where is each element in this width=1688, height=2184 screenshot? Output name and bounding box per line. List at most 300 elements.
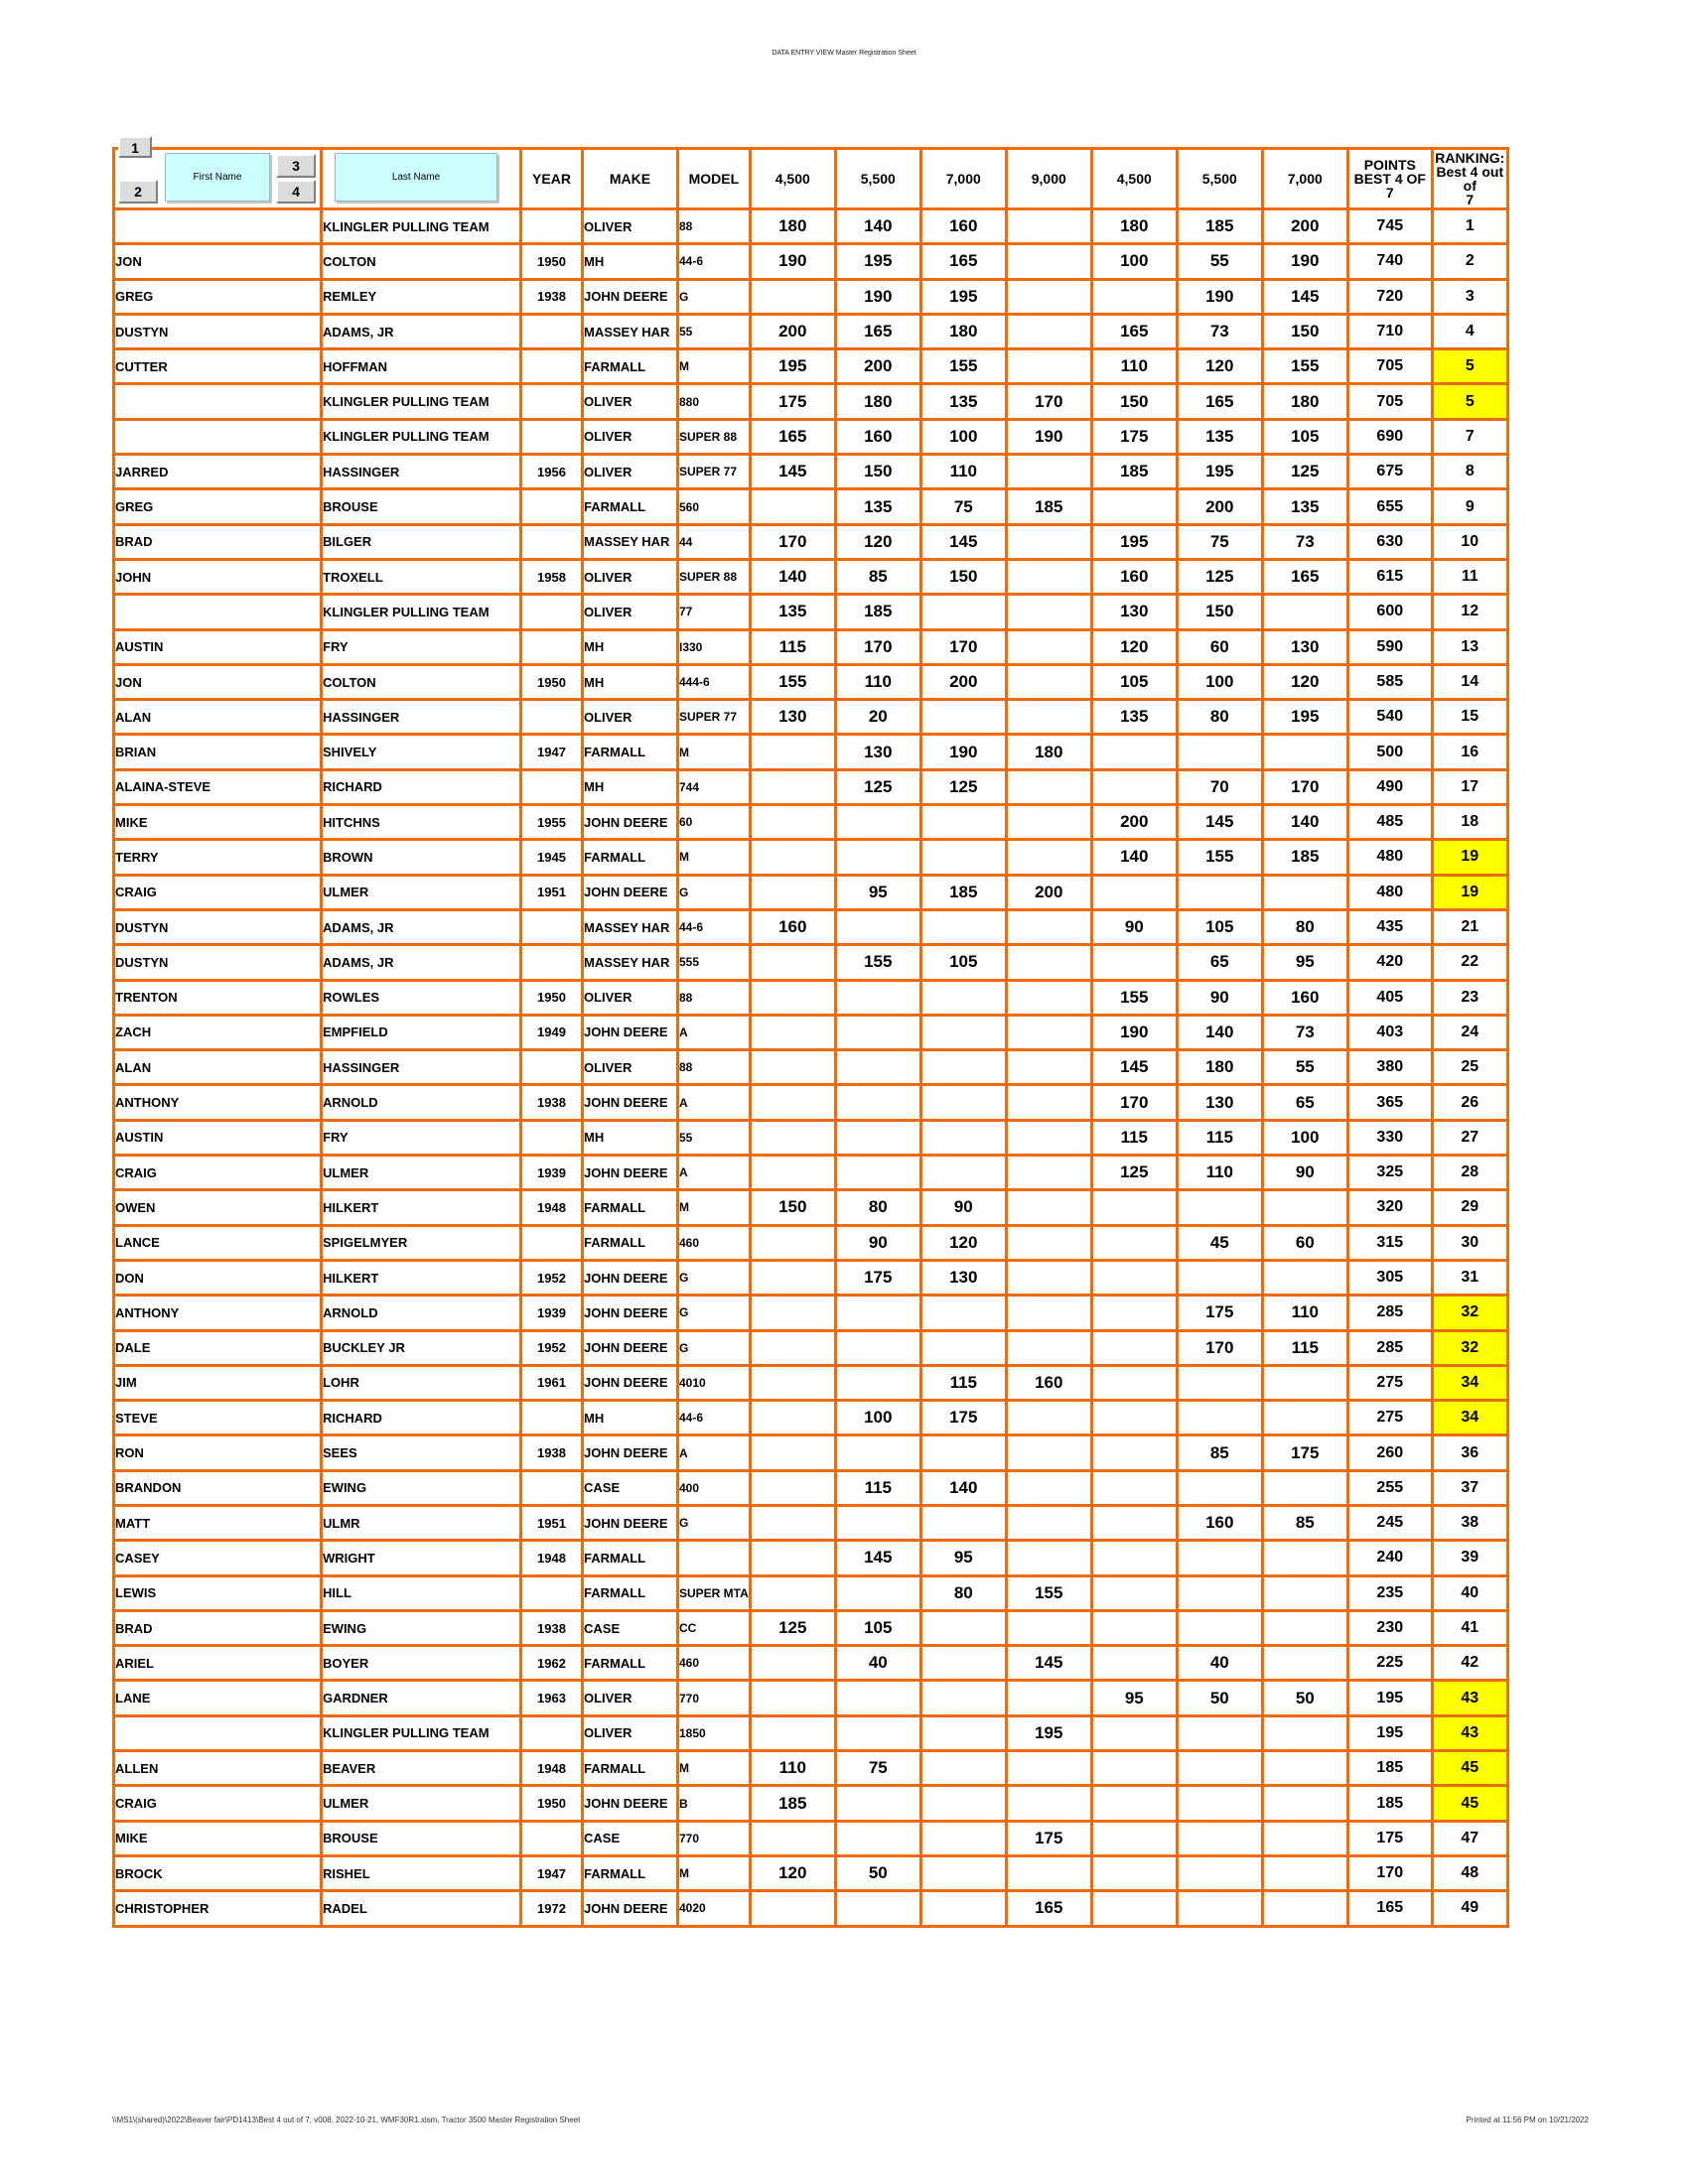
cell-score-4[interactable] — [1006, 1786, 1091, 1821]
cell-rank[interactable]: 9 — [1432, 489, 1507, 524]
cell-score-2[interactable]: 145 — [835, 1541, 920, 1575]
cell-model[interactable]: M — [678, 349, 751, 384]
cell-rank[interactable]: 47 — [1432, 1821, 1507, 1855]
cell-last-name[interactable]: BILGER — [322, 524, 521, 559]
cell-model[interactable]: 460 — [678, 1646, 751, 1681]
cell-score-1[interactable] — [750, 1015, 835, 1049]
cell-first-name[interactable]: JIM — [114, 1365, 322, 1400]
cell-score-3[interactable]: 145 — [920, 524, 1006, 559]
cell-points[interactable]: 170 — [1347, 1855, 1432, 1890]
cell-last-name[interactable]: HASSINGER — [322, 455, 521, 489]
cell-score-1[interactable] — [750, 1225, 835, 1260]
cell-score-1[interactable] — [750, 279, 835, 314]
cell-score-1[interactable] — [750, 1156, 835, 1190]
cell-score-7[interactable]: 100 — [1262, 1120, 1347, 1155]
cell-year[interactable] — [521, 1821, 583, 1855]
cell-points[interactable]: 740 — [1347, 244, 1432, 279]
cell-first-name[interactable]: LEWIS — [114, 1575, 322, 1610]
cell-points[interactable]: 285 — [1347, 1330, 1432, 1365]
cell-last-name[interactable]: BOYER — [322, 1646, 521, 1681]
cell-score-5[interactable]: 155 — [1091, 980, 1177, 1015]
cell-score-5[interactable] — [1091, 1260, 1177, 1295]
cell-score-7[interactable]: 180 — [1262, 384, 1347, 419]
cell-score-2[interactable]: 165 — [835, 314, 920, 348]
cell-score-6[interactable] — [1177, 1715, 1262, 1750]
cell-last-name[interactable]: ADAMS, JR — [322, 909, 521, 944]
cell-year[interactable] — [521, 209, 583, 244]
cell-score-7[interactable] — [1262, 1365, 1347, 1400]
cell-first-name[interactable] — [114, 384, 322, 419]
cell-score-5[interactable] — [1091, 875, 1177, 909]
cell-rank[interactable]: 32 — [1432, 1330, 1507, 1365]
cell-score-2[interactable]: 110 — [835, 664, 920, 699]
cell-score-7[interactable] — [1262, 1855, 1347, 1890]
cell-model[interactable]: 88 — [678, 1050, 751, 1085]
cell-score-1[interactable] — [750, 1715, 835, 1750]
cell-score-4[interactable] — [1006, 279, 1091, 314]
cell-score-5[interactable]: 90 — [1091, 909, 1177, 944]
cell-first-name[interactable]: LANCE — [114, 1225, 322, 1260]
cell-score-2[interactable] — [835, 1435, 920, 1470]
cell-points[interactable]: 185 — [1347, 1786, 1432, 1821]
cell-make[interactable]: FARMALL — [583, 489, 678, 524]
cell-last-name[interactable]: BUCKLEY JR — [322, 1330, 521, 1365]
cell-year[interactable]: 1939 — [521, 1296, 583, 1330]
cell-score-4[interactable]: 175 — [1006, 1821, 1091, 1855]
cell-score-4[interactable] — [1006, 559, 1091, 594]
cell-last-name[interactable]: HASSINGER — [322, 1050, 521, 1085]
cell-score-1[interactable] — [750, 1120, 835, 1155]
cell-score-3[interactable] — [920, 1821, 1006, 1855]
cell-first-name[interactable] — [114, 1715, 322, 1750]
cell-score-1[interactable]: 115 — [750, 629, 835, 664]
cell-last-name[interactable]: SEES — [322, 1435, 521, 1470]
cell-score-1[interactable]: 130 — [750, 700, 835, 735]
cell-score-2[interactable] — [835, 1786, 920, 1821]
cell-rank[interactable]: 30 — [1432, 1225, 1507, 1260]
cell-year[interactable] — [521, 1715, 583, 1750]
cell-score-5[interactable] — [1091, 1541, 1177, 1575]
cell-score-6[interactable]: 155 — [1177, 840, 1262, 875]
cell-model[interactable]: 60 — [678, 805, 751, 840]
cell-score-1[interactable] — [750, 769, 835, 804]
cell-score-3[interactable] — [920, 1085, 1006, 1120]
cell-points[interactable]: 305 — [1347, 1260, 1432, 1295]
cell-year[interactable]: 1972 — [521, 1891, 583, 1926]
cell-score-5[interactable]: 190 — [1091, 1015, 1177, 1049]
cell-score-4[interactable] — [1006, 1610, 1091, 1645]
cell-score-6[interactable] — [1177, 1891, 1262, 1926]
cell-first-name[interactable]: ANTHONY — [114, 1296, 322, 1330]
cell-model[interactable]: G — [678, 875, 751, 909]
cell-model[interactable]: 4020 — [678, 1891, 751, 1926]
cell-score-6[interactable]: 180 — [1177, 1050, 1262, 1085]
cell-score-2[interactable] — [835, 1575, 920, 1610]
cell-score-4[interactable]: 200 — [1006, 875, 1091, 909]
cell-score-1[interactable] — [750, 1541, 835, 1575]
cell-score-4[interactable] — [1006, 700, 1091, 735]
cell-score-6[interactable] — [1177, 1610, 1262, 1645]
cell-make[interactable]: JOHN DEERE — [583, 1365, 678, 1400]
cell-first-name[interactable]: JON — [114, 664, 322, 699]
cell-points[interactable]: 500 — [1347, 735, 1432, 769]
cell-first-name[interactable]: GREG — [114, 279, 322, 314]
cell-score-4[interactable] — [1006, 1120, 1091, 1155]
cell-score-1[interactable] — [750, 1646, 835, 1681]
cell-score-7[interactable]: 95 — [1262, 945, 1347, 980]
cell-year[interactable]: 1955 — [521, 805, 583, 840]
cell-first-name[interactable]: CHRISTOPHER — [114, 1891, 322, 1926]
cell-score-1[interactable]: 155 — [750, 664, 835, 699]
cell-score-5[interactable] — [1091, 1296, 1177, 1330]
cell-score-4[interactable] — [1006, 1470, 1091, 1505]
cell-score-2[interactable]: 90 — [835, 1225, 920, 1260]
cell-score-6[interactable]: 50 — [1177, 1681, 1262, 1715]
cell-model[interactable]: SUPER 77 — [678, 700, 751, 735]
cell-rank[interactable]: 14 — [1432, 664, 1507, 699]
cell-rank[interactable]: 48 — [1432, 1855, 1507, 1890]
cell-score-5[interactable]: 100 — [1091, 244, 1177, 279]
cell-make[interactable]: FARMALL — [583, 1190, 678, 1225]
cell-model[interactable]: M — [678, 1855, 751, 1890]
cell-make[interactable]: JOHN DEERE — [583, 279, 678, 314]
cell-first-name[interactable]: ALAN — [114, 1050, 322, 1085]
cell-model[interactable]: 88 — [678, 209, 751, 244]
cell-score-7[interactable]: 190 — [1262, 244, 1347, 279]
cell-first-name[interactable]: RON — [114, 1435, 322, 1470]
cell-score-5[interactable]: 145 — [1091, 1050, 1177, 1085]
cell-first-name[interactable]: CUTTER — [114, 349, 322, 384]
cell-score-3[interactable]: 75 — [920, 489, 1006, 524]
cell-score-2[interactable] — [835, 1120, 920, 1155]
cell-score-1[interactable] — [750, 1505, 835, 1540]
cell-last-name[interactable]: KLINGLER PULLING TEAM — [322, 209, 521, 244]
cell-model[interactable]: 4010 — [678, 1365, 751, 1400]
cell-year[interactable]: 1945 — [521, 840, 583, 875]
cell-year[interactable] — [521, 1401, 583, 1435]
cell-score-1[interactable] — [750, 1575, 835, 1610]
cell-last-name[interactable]: RADEL — [322, 1891, 521, 1926]
cell-year[interactable]: 1938 — [521, 1435, 583, 1470]
cell-score-5[interactable]: 180 — [1091, 209, 1177, 244]
cell-last-name[interactable]: KLINGLER PULLING TEAM — [322, 384, 521, 419]
cell-score-6[interactable] — [1177, 1260, 1262, 1295]
cell-score-2[interactable] — [835, 1296, 920, 1330]
cell-first-name[interactable]: STEVE — [114, 1401, 322, 1435]
cell-score-3[interactable] — [920, 1610, 1006, 1645]
cell-model[interactable]: A — [678, 1015, 751, 1049]
cell-score-2[interactable] — [835, 1505, 920, 1540]
cell-last-name[interactable]: ULMR — [322, 1505, 521, 1540]
cell-rank[interactable]: 25 — [1432, 1050, 1507, 1085]
cell-year[interactable] — [521, 700, 583, 735]
cell-points[interactable]: 285 — [1347, 1296, 1432, 1330]
cell-score-3[interactable] — [920, 595, 1006, 629]
cell-score-4[interactable] — [1006, 805, 1091, 840]
cell-score-7[interactable]: 110 — [1262, 1296, 1347, 1330]
cell-score-6[interactable]: 190 — [1177, 279, 1262, 314]
cell-score-1[interactable]: 180 — [750, 209, 835, 244]
cell-score-5[interactable]: 195 — [1091, 524, 1177, 559]
cell-last-name[interactable]: HASSINGER — [322, 700, 521, 735]
cell-score-4[interactable]: 190 — [1006, 419, 1091, 454]
cell-score-3[interactable] — [920, 1715, 1006, 1750]
cell-rank[interactable]: 37 — [1432, 1470, 1507, 1505]
cell-score-6[interactable]: 100 — [1177, 664, 1262, 699]
cell-points[interactable]: 315 — [1347, 1225, 1432, 1260]
cell-score-2[interactable] — [835, 1015, 920, 1049]
cell-score-6[interactable]: 130 — [1177, 1085, 1262, 1120]
cell-score-4[interactable]: 145 — [1006, 1646, 1091, 1681]
cell-score-6[interactable]: 73 — [1177, 314, 1262, 348]
cell-points[interactable]: 590 — [1347, 629, 1432, 664]
cell-last-name[interactable]: BROUSE — [322, 1821, 521, 1855]
cell-score-3[interactable]: 195 — [920, 279, 1006, 314]
cell-model[interactable]: M — [678, 1190, 751, 1225]
cell-rank[interactable]: 16 — [1432, 735, 1507, 769]
cell-score-4[interactable] — [1006, 595, 1091, 629]
cell-model[interactable]: A — [678, 1435, 751, 1470]
cell-year[interactable]: 1938 — [521, 1085, 583, 1120]
cell-score-2[interactable]: 125 — [835, 769, 920, 804]
cell-rank[interactable]: 3 — [1432, 279, 1507, 314]
cell-score-2[interactable]: 80 — [835, 1190, 920, 1225]
cell-last-name[interactable]: ROWLES — [322, 980, 521, 1015]
cell-score-6[interactable] — [1177, 1786, 1262, 1821]
cell-first-name[interactable] — [114, 209, 322, 244]
cell-points[interactable]: 490 — [1347, 769, 1432, 804]
cell-model[interactable] — [678, 1541, 751, 1575]
cell-score-2[interactable]: 75 — [835, 1751, 920, 1786]
cell-score-2[interactable]: 175 — [835, 1260, 920, 1295]
cell-score-1[interactable]: 190 — [750, 244, 835, 279]
cell-score-5[interactable] — [1091, 1855, 1177, 1890]
cell-make[interactable]: JOHN DEERE — [583, 1891, 678, 1926]
cell-score-2[interactable] — [835, 1891, 920, 1926]
cell-points[interactable]: 275 — [1347, 1365, 1432, 1400]
cell-year[interactable] — [521, 349, 583, 384]
cell-score-5[interactable] — [1091, 1575, 1177, 1610]
cell-score-4[interactable] — [1006, 1681, 1091, 1715]
cell-model[interactable]: I330 — [678, 629, 751, 664]
cell-year[interactable] — [521, 1470, 583, 1505]
cell-points[interactable]: 655 — [1347, 489, 1432, 524]
cell-score-3[interactable]: 100 — [920, 419, 1006, 454]
cell-model[interactable]: G — [678, 1260, 751, 1295]
sort-button-1[interactable]: 1 — [118, 136, 152, 158]
cell-make[interactable]: FARMALL — [583, 1541, 678, 1575]
cell-last-name[interactable]: ULMER — [322, 1156, 521, 1190]
cell-model[interactable]: 770 — [678, 1821, 751, 1855]
cell-score-2[interactable] — [835, 1365, 920, 1400]
cell-score-2[interactable]: 170 — [835, 629, 920, 664]
cell-score-2[interactable]: 130 — [835, 735, 920, 769]
cell-score-3[interactable] — [920, 1855, 1006, 1890]
cell-score-4[interactable] — [1006, 1751, 1091, 1786]
cell-last-name[interactable]: SPIGELMYER — [322, 1225, 521, 1260]
cell-score-2[interactable] — [835, 909, 920, 944]
cell-points[interactable]: 600 — [1347, 595, 1432, 629]
cell-score-5[interactable] — [1091, 1786, 1177, 1821]
cell-score-1[interactable]: 200 — [750, 314, 835, 348]
cell-score-5[interactable]: 135 — [1091, 700, 1177, 735]
cell-score-7[interactable] — [1262, 1786, 1347, 1821]
cell-score-1[interactable] — [750, 489, 835, 524]
cell-rank[interactable]: 21 — [1432, 909, 1507, 944]
cell-first-name[interactable]: JARRED — [114, 455, 322, 489]
cell-score-6[interactable]: 200 — [1177, 489, 1262, 524]
cell-first-name[interactable]: BRAD — [114, 524, 322, 559]
cell-score-1[interactable] — [750, 1085, 835, 1120]
cell-last-name[interactable]: BEAVER — [322, 1751, 521, 1786]
cell-score-7[interactable]: 50 — [1262, 1681, 1347, 1715]
cell-score-2[interactable] — [835, 1085, 920, 1120]
cell-year[interactable] — [521, 1120, 583, 1155]
cell-make[interactable]: MH — [583, 769, 678, 804]
cell-last-name[interactable]: ADAMS, JR — [322, 945, 521, 980]
cell-rank[interactable]: 34 — [1432, 1401, 1507, 1435]
cell-score-6[interactable] — [1177, 1855, 1262, 1890]
cell-score-3[interactable] — [920, 1156, 1006, 1190]
cell-score-1[interactable] — [750, 840, 835, 875]
cell-score-6[interactable] — [1177, 1821, 1262, 1855]
cell-score-3[interactable]: 135 — [920, 384, 1006, 419]
cell-model[interactable]: 444-6 — [678, 664, 751, 699]
cell-model[interactable]: G — [678, 1505, 751, 1540]
cell-first-name[interactable]: ANTHONY — [114, 1085, 322, 1120]
cell-first-name[interactable]: DUSTYN — [114, 909, 322, 944]
cell-points[interactable]: 403 — [1347, 1015, 1432, 1049]
cell-score-3[interactable] — [920, 1120, 1006, 1155]
cell-score-1[interactable] — [750, 805, 835, 840]
cell-points[interactable]: 235 — [1347, 1575, 1432, 1610]
cell-score-6[interactable]: 175 — [1177, 1296, 1262, 1330]
cell-score-3[interactable]: 105 — [920, 945, 1006, 980]
cell-year[interactable]: 1952 — [521, 1330, 583, 1365]
cell-year[interactable] — [521, 489, 583, 524]
cell-last-name[interactable]: HILKERT — [322, 1190, 521, 1225]
cell-score-2[interactable] — [835, 980, 920, 1015]
cell-make[interactable]: JOHN DEERE — [583, 1260, 678, 1295]
cell-points[interactable]: 260 — [1347, 1435, 1432, 1470]
cell-score-4[interactable]: 160 — [1006, 1365, 1091, 1400]
cell-score-2[interactable]: 195 — [835, 244, 920, 279]
cell-make[interactable]: JOHN DEERE — [583, 1085, 678, 1120]
cell-score-5[interactable]: 110 — [1091, 349, 1177, 384]
cell-score-5[interactable] — [1091, 1715, 1177, 1750]
cell-score-4[interactable]: 165 — [1006, 1891, 1091, 1926]
cell-score-5[interactable] — [1091, 279, 1177, 314]
cell-points[interactable]: 705 — [1347, 349, 1432, 384]
cell-score-5[interactable] — [1091, 1190, 1177, 1225]
cell-rank[interactable]: 45 — [1432, 1751, 1507, 1786]
cell-score-2[interactable]: 115 — [835, 1470, 920, 1505]
cell-make[interactable]: MH — [583, 1120, 678, 1155]
cell-score-5[interactable] — [1091, 489, 1177, 524]
cell-rank[interactable]: 24 — [1432, 1015, 1507, 1049]
cell-last-name[interactable]: HILL — [322, 1575, 521, 1610]
cell-rank[interactable]: 42 — [1432, 1646, 1507, 1681]
cell-score-7[interactable]: 140 — [1262, 805, 1347, 840]
cell-year[interactable] — [521, 629, 583, 664]
cell-rank[interactable]: 49 — [1432, 1891, 1507, 1926]
cell-score-7[interactable]: 73 — [1262, 1015, 1347, 1049]
cell-points[interactable]: 720 — [1347, 279, 1432, 314]
cell-rank[interactable]: 15 — [1432, 700, 1507, 735]
cell-make[interactable]: MASSEY HAR — [583, 945, 678, 980]
cell-score-5[interactable]: 150 — [1091, 384, 1177, 419]
cell-make[interactable]: JOHN DEERE — [583, 875, 678, 909]
cell-model[interactable]: 44-6 — [678, 1401, 751, 1435]
cell-score-1[interactable] — [750, 980, 835, 1015]
cell-make[interactable]: OLIVER — [583, 1681, 678, 1715]
cell-score-3[interactable]: 200 — [920, 664, 1006, 699]
cell-points[interactable]: 485 — [1347, 805, 1432, 840]
cell-score-5[interactable]: 125 — [1091, 1156, 1177, 1190]
cell-points[interactable]: 275 — [1347, 1401, 1432, 1435]
cell-points[interactable]: 585 — [1347, 664, 1432, 699]
cell-year[interactable] — [521, 1575, 583, 1610]
cell-score-3[interactable]: 120 — [920, 1225, 1006, 1260]
cell-last-name[interactable]: RICHARD — [322, 1401, 521, 1435]
cell-score-7[interactable] — [1262, 1470, 1347, 1505]
cell-points[interactable]: 675 — [1347, 455, 1432, 489]
cell-score-5[interactable]: 130 — [1091, 595, 1177, 629]
cell-score-1[interactable] — [750, 875, 835, 909]
cell-year[interactable] — [521, 1225, 583, 1260]
cell-make[interactable]: MH — [583, 629, 678, 664]
cell-score-7[interactable] — [1262, 1190, 1347, 1225]
cell-score-6[interactable]: 70 — [1177, 769, 1262, 804]
cell-score-7[interactable]: 175 — [1262, 1435, 1347, 1470]
cell-score-2[interactable] — [835, 840, 920, 875]
cell-last-name[interactable]: SHIVELY — [322, 735, 521, 769]
cell-score-4[interactable] — [1006, 1225, 1091, 1260]
cell-score-5[interactable] — [1091, 1610, 1177, 1645]
cell-score-7[interactable] — [1262, 1575, 1347, 1610]
cell-score-2[interactable] — [835, 1156, 920, 1190]
cell-rank[interactable]: 18 — [1432, 805, 1507, 840]
cell-score-6[interactable]: 135 — [1177, 419, 1262, 454]
cell-score-1[interactable]: 135 — [750, 595, 835, 629]
cell-score-4[interactable] — [1006, 524, 1091, 559]
cell-score-6[interactable]: 120 — [1177, 349, 1262, 384]
cell-first-name[interactable]: GREG — [114, 489, 322, 524]
cell-model[interactable]: M — [678, 1751, 751, 1786]
cell-rank[interactable]: 36 — [1432, 1435, 1507, 1470]
cell-rank[interactable]: 41 — [1432, 1610, 1507, 1645]
cell-last-name[interactable]: COLTON — [322, 244, 521, 279]
cell-first-name[interactable]: CRAIG — [114, 1156, 322, 1190]
cell-score-4[interactable] — [1006, 769, 1091, 804]
cell-rank[interactable]: 23 — [1432, 980, 1507, 1015]
cell-score-4[interactable] — [1006, 209, 1091, 244]
cell-model[interactable]: SUPER 88 — [678, 559, 751, 594]
cell-score-3[interactable]: 115 — [920, 1365, 1006, 1400]
cell-make[interactable]: JOHN DEERE — [583, 805, 678, 840]
cell-model[interactable]: 560 — [678, 489, 751, 524]
cell-score-3[interactable] — [920, 840, 1006, 875]
cell-score-6[interactable]: 115 — [1177, 1120, 1262, 1155]
cell-score-1[interactable] — [750, 1050, 835, 1085]
cell-score-3[interactable]: 180 — [920, 314, 1006, 348]
cell-points[interactable]: 405 — [1347, 980, 1432, 1015]
cell-make[interactable]: MH — [583, 664, 678, 699]
cell-last-name[interactable]: BROUSE — [322, 489, 521, 524]
cell-score-4[interactable] — [1006, 1156, 1091, 1190]
cell-score-1[interactable] — [750, 1365, 835, 1400]
cell-rank[interactable]: 26 — [1432, 1085, 1507, 1120]
